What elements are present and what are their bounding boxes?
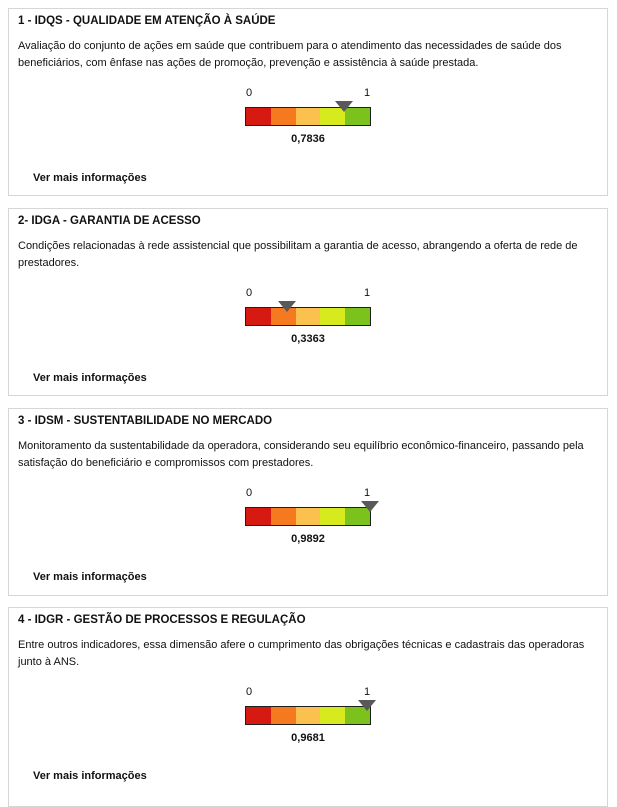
gauge-segment-red bbox=[246, 508, 271, 525]
gauge-max-label: 1 bbox=[364, 287, 371, 299]
score-gauge bbox=[245, 487, 371, 547]
gauge-marker-icon bbox=[278, 301, 296, 312]
card-description: Avaliação do conjunto de ações em saúde que contribuem para o atendimento das necessidades de saúde dos beneficiários, com ênfase nas ações de promoção, prevenção e assistência à saúde prestada. bbox=[18, 40, 562, 69]
gauge-marker-icon bbox=[358, 700, 376, 711]
gauge-value: 0,3363 bbox=[291, 333, 325, 345]
gauge-bar bbox=[245, 706, 371, 725]
score-gauge bbox=[245, 87, 371, 147]
more-info-link[interactable]: Ver mais informações bbox=[33, 571, 147, 583]
more-info-link[interactable]: Ver mais informações bbox=[33, 770, 147, 782]
gauge-max-label: 1 bbox=[364, 87, 371, 99]
gauge-segment-orange bbox=[271, 707, 296, 724]
gauge-value: 0,9892 bbox=[291, 533, 325, 545]
gauge-segment-red bbox=[246, 308, 271, 325]
indicator-card-idga bbox=[8, 208, 608, 396]
gauge-segment-red bbox=[246, 707, 271, 724]
more-info-link[interactable]: Ver mais informações bbox=[33, 372, 147, 384]
gauge-segment-red bbox=[246, 108, 271, 125]
gauge-segment-light-orange bbox=[296, 508, 321, 525]
gauge-segment-light-orange bbox=[296, 707, 321, 724]
score-gauge bbox=[245, 686, 371, 746]
gauge-segment-yellow-green bbox=[320, 308, 345, 325]
gauge-max-label: 1 bbox=[364, 686, 371, 698]
gauge-segment-orange bbox=[271, 508, 296, 525]
gauge-value: 0,7836 bbox=[291, 133, 325, 145]
card-title: 1 - IDQS - QUALIDADE EM ATENÇÃO À SAÚDE bbox=[18, 15, 276, 27]
gauge-segment-yellow-green bbox=[320, 508, 345, 525]
more-info-link[interactable]: Ver mais informações bbox=[33, 172, 147, 184]
gauge-min-label: 0 bbox=[246, 287, 253, 299]
card-description: Entre outros indicadores, essa dimensão afere o cumprimento das obrigações técnicas e cadastrais das operadoras junto à ANS. bbox=[18, 639, 585, 668]
gauge-marker-icon bbox=[335, 101, 353, 112]
gauge-segment-light-orange bbox=[296, 308, 321, 325]
indicator-card-idqs bbox=[8, 8, 608, 196]
gauge-bar bbox=[245, 307, 371, 326]
card-title: 2- IDGA - GARANTIA DE ACESSO bbox=[18, 215, 201, 227]
gauge-value: 0,9681 bbox=[291, 732, 325, 744]
gauge-segment-light-orange bbox=[296, 108, 321, 125]
card-description: Monitoramento da sustentabilidade da operadora, considerando seu equilíbrio econômico-financeiro, passando pela satisfação do beneficiário e compromissos com prestadores. bbox=[18, 440, 584, 469]
gauge-segment-orange bbox=[271, 108, 296, 125]
gauge-bar bbox=[245, 507, 371, 526]
score-gauge bbox=[245, 287, 371, 347]
gauge-marker-icon bbox=[361, 501, 379, 512]
card-title: 4 - IDGR - GESTÃO DE PROCESSOS E REGULAÇÃO bbox=[18, 614, 306, 626]
indicator-card-idsm bbox=[8, 408, 608, 596]
gauge-min-label: 0 bbox=[246, 487, 253, 499]
indicator-card-idgr bbox=[8, 607, 608, 807]
card-description: Condições relacionadas à rede assistencial que possibilitam a garantia de acesso, abrangendo a oferta de rede de prestadores. bbox=[18, 240, 578, 269]
card-title: 3 - IDSM - SUSTENTABILIDADE NO MERCADO bbox=[18, 415, 273, 427]
gauge-min-label: 0 bbox=[246, 87, 253, 99]
gauge-max-label: 1 bbox=[364, 487, 371, 499]
gauge-min-label: 0 bbox=[246, 686, 253, 698]
gauge-segment-green bbox=[345, 308, 370, 325]
gauge-segment-yellow-green bbox=[320, 707, 345, 724]
